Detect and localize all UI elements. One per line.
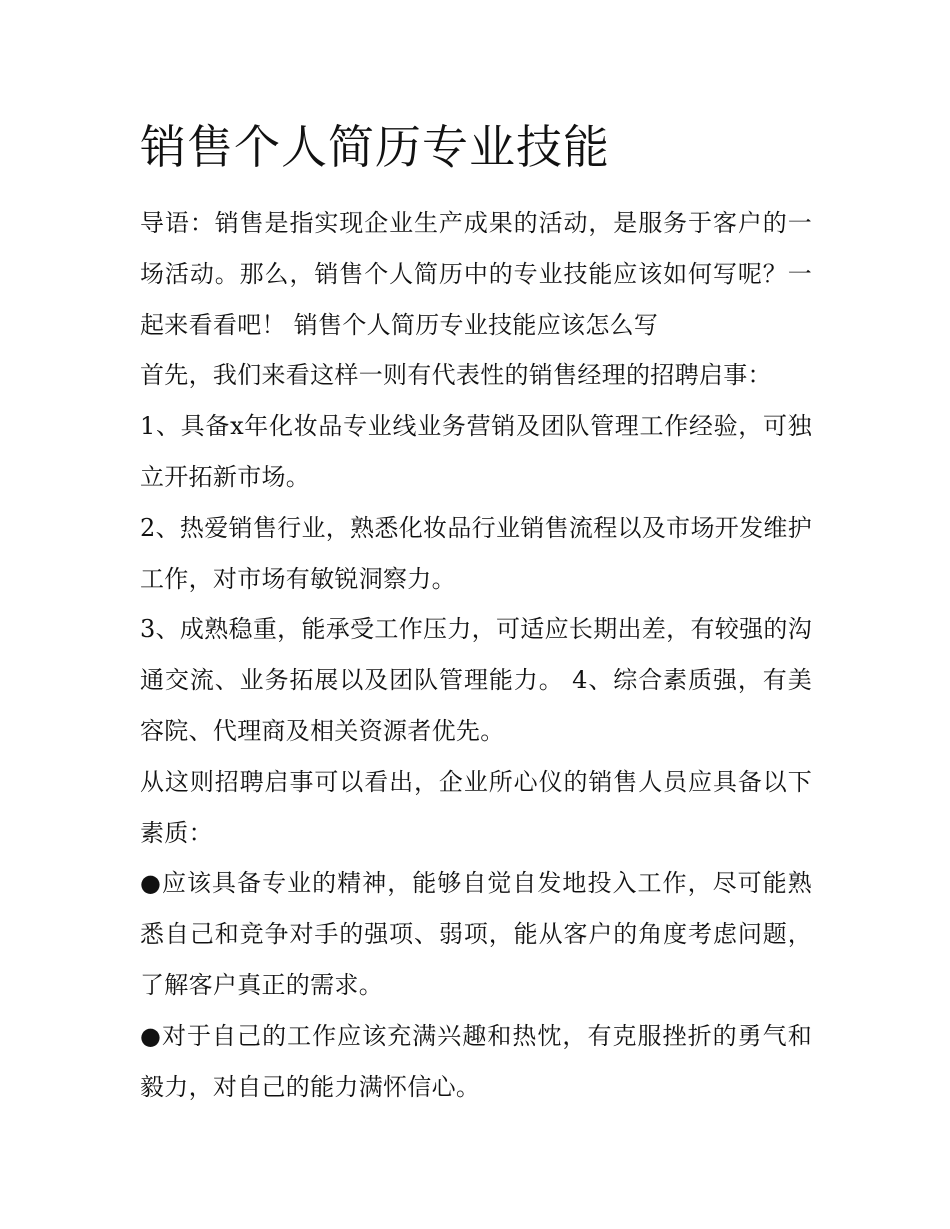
job-ad-intro-paragraph: 首先，我们来看这样一则有代表性的销售经理的招聘启事： [140,361,772,390]
requirement-item-1: 1、具备x年化妆品专业线业务营销及团队管理工作经验，可独立开拓新市场。 [140,412,812,491]
page-title: 销售个人简历专业技能 [140,120,610,174]
requirement-item-3-4: 3、成熟稳重，能承受工作压力，可适应长期出差，有较强的沟通交流、业务拓展以及团队管理能力。 4、综合素质强，有美容院、代理商及相关资源者优先。 [140,615,812,745]
qualities-intro-paragraph: 从这则招聘启事可以看出，企业所心仪的销售人员应具备以下素质： [140,767,812,847]
quality-bullet-2: ●对于自己的工作应该充满兴趣和热忱，有克服挫折的勇气和毅力，对自己的能力满怀信心。 [140,1021,812,1101]
requirement-item-2: 2、热爱销售行业，熟悉化妆品行业销售流程以及市场开发维护工作，对市场有敏锐洞察力。 [140,513,812,593]
intro-paragraph: 导语：销售是指实现企业生产成果的活动，是服务于客户的一场活动。那么，销售个人简历中的专业技能应该如何写呢？一起来看看吧！ 销售个人简历专业技能应该怎么写 [140,209,812,339]
quality-bullet-1: ●应该具备专业的精神，能够自觉自发地投入工作，尽可能熟悉自己和竞争对手的强项、弱项，能从客户的角度考虑问题，了解客户真正的需求。 [140,869,812,999]
document-body [140,198,812,1112]
